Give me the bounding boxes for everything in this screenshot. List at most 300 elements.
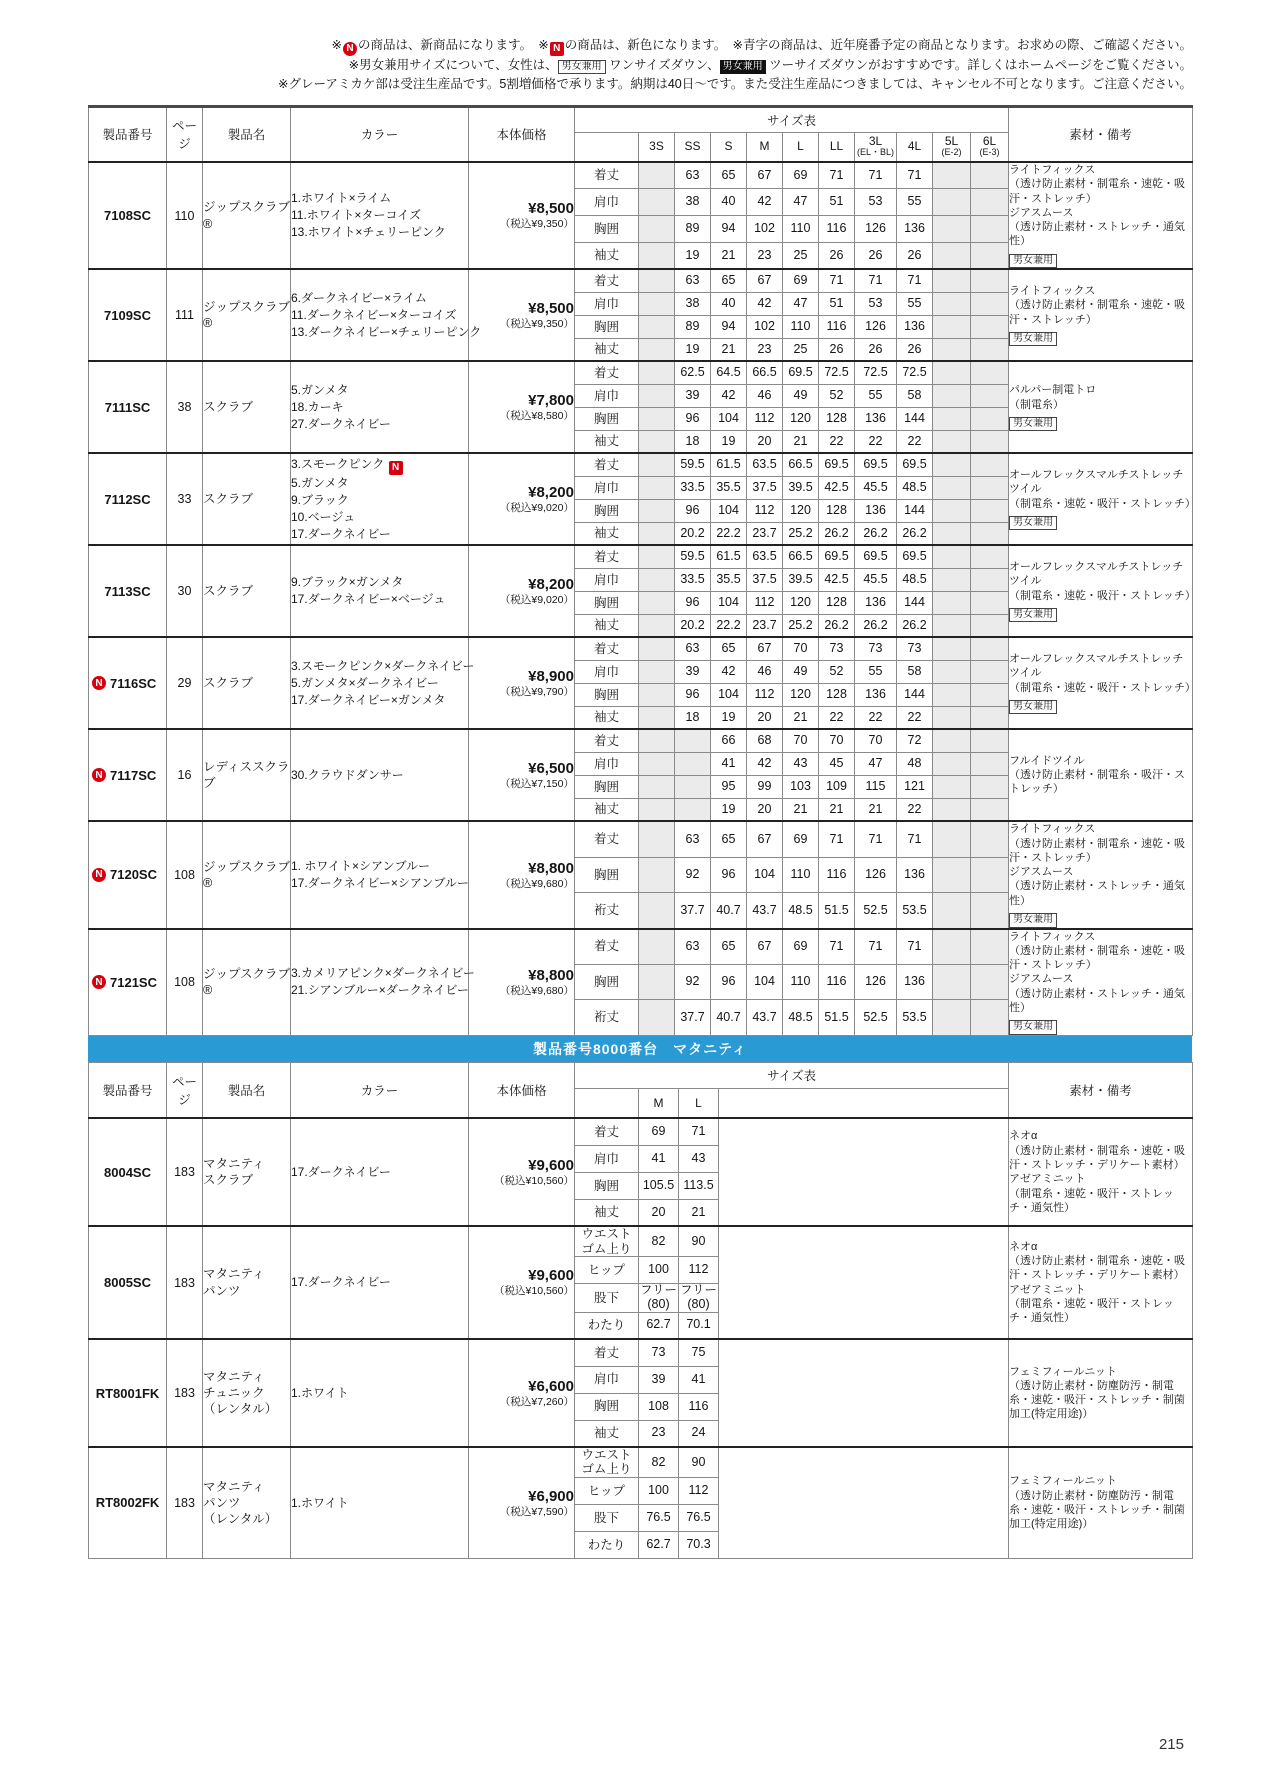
- price-amount: ¥6,500: [528, 759, 574, 777]
- size-value-cell: 48.5: [897, 568, 933, 591]
- product-number: [89, 1275, 166, 1290]
- color-option: 17.ダークネイビー: [291, 1275, 391, 1290]
- material-line: （透け防止素材・ストレッチ・通気性）: [1009, 880, 1185, 907]
- measure-label-cell: 胸囲: [575, 1393, 639, 1420]
- material-line: ジアスムース: [1009, 973, 1074, 986]
- size-value-cell: 73: [819, 637, 855, 660]
- color-option: 3.スモークピンク N: [291, 456, 468, 475]
- size-value-cell: 39: [639, 1366, 679, 1393]
- size-value-cell: フリー (80): [679, 1283, 717, 1311]
- size-value-cell: 52: [819, 660, 855, 683]
- size-column-header: [711, 132, 747, 162]
- product-number: [89, 1386, 166, 1401]
- product-name-cell: ジップスクラブ®: [203, 929, 291, 1036]
- size-value-cell: 26.2: [897, 522, 933, 545]
- size-column-sub-label: (E-3): [979, 147, 1000, 158]
- size-value-cell: 75: [679, 1339, 719, 1366]
- note-text: ※グレーアミカケ部は受注生産品です。5割増価格で承ります。納期は40日～です。また受注生産品につきましては、キャンセル不可となります。ご注意ください。: [278, 77, 1192, 92]
- material-notes-cell: [1009, 821, 1193, 928]
- size-value-cell: [639, 430, 675, 453]
- size-value-cell: [971, 660, 1009, 683]
- material-line: （透け防止素材・防塵防汚・制電糸・速乾・吸汗・ストレッチ・制菌加工(特定用途)）: [1009, 1379, 1185, 1421]
- size-column-header: [971, 132, 1009, 162]
- size-value-cell: 144: [897, 499, 933, 522]
- size-value-cell: 144: [897, 407, 933, 430]
- size-value-cell: [933, 453, 971, 476]
- size-value-cell: 128: [819, 591, 855, 614]
- color-option: 13.ホワイト×チェリーピンク: [291, 225, 446, 240]
- size-value-cell: 21: [679, 1199, 719, 1226]
- size-column-header: [747, 132, 783, 162]
- color-option: 27.ダークネイビー: [291, 416, 391, 431]
- size-value-cell: 116: [819, 216, 855, 243]
- product-number: [89, 400, 166, 415]
- size-value-cell: フリー (80): [639, 1283, 677, 1311]
- color-options-cell: [291, 361, 469, 453]
- price-tax-included: （税込¥9,020）: [499, 593, 574, 606]
- size-value-cell: 41: [679, 1366, 719, 1393]
- measure-label-cell: 肩巾: [575, 292, 639, 315]
- size-value-cell: 112: [747, 683, 783, 706]
- size-value-cell: 112: [679, 1477, 719, 1504]
- note-line-1: [88, 36, 1192, 56]
- size-value-cell: 144: [897, 683, 933, 706]
- size-value-cell: 62.5: [675, 361, 711, 384]
- color-options-cell: [291, 729, 469, 821]
- measure-label-cell: 肩巾: [575, 1145, 639, 1172]
- size-value-cell: 96: [675, 407, 711, 430]
- color-option: 17.ダークネイビー×ガンメタ: [291, 692, 446, 707]
- size-value-cell: 63: [675, 821, 711, 857]
- size-value-cell: 72: [897, 729, 933, 752]
- size-value-cell: 69: [639, 1118, 679, 1145]
- size-value-cell: 55: [897, 189, 933, 216]
- price-amount: ¥9,600: [528, 1157, 574, 1175]
- new-product-badge-icon: N: [92, 868, 106, 882]
- size-value-cell: 69.5: [819, 545, 855, 568]
- size-value-cell: 19: [675, 338, 711, 361]
- material-line: オールフレックスマルチストレッチツイル: [1009, 653, 1184, 680]
- size-value-cell: 71: [897, 269, 933, 292]
- size-value-cell: [971, 269, 1009, 292]
- material-notes-cell: [1009, 1226, 1193, 1339]
- note-text: の商品は、新商品になります。 ※: [358, 38, 549, 52]
- product-number-cell: [89, 1226, 167, 1339]
- size-column-label: 3L: [868, 134, 883, 149]
- size-value-cell: 20: [747, 706, 783, 729]
- size-value-cell: 26.2: [897, 614, 933, 637]
- color-option: 3.スモークピンク×ダークネイビー: [291, 659, 475, 674]
- size-value-cell: [933, 752, 971, 775]
- product-table-8000-series: [88, 1062, 1193, 1559]
- measurement-row: [89, 1226, 1193, 1256]
- product-number-cell: [89, 929, 167, 1036]
- note-text: の商品は、新色になります。 ※青字の商品は、近年廃番予定の商品となります。お求めの際、ご確認ください。: [564, 38, 1192, 52]
- material-badge-wrap: [1009, 605, 1192, 623]
- size-value-cell: 76.5: [639, 1504, 679, 1531]
- size-value-cell: [971, 821, 1009, 857]
- size-value-cell: [933, 964, 971, 1000]
- size-value-cell: [639, 614, 675, 637]
- material-line: ライトフィックス: [1009, 164, 1096, 176]
- size-value-cell: 21: [855, 798, 897, 821]
- size-value-cell: [933, 1000, 971, 1036]
- size-value-cell: 39: [675, 660, 711, 683]
- material-line: （透け防止素材・制電糸・吸汗・ストレッチ）: [1009, 769, 1185, 796]
- size-value-cell: 42: [747, 189, 783, 216]
- size-value-cell: 105.5: [639, 1172, 679, 1199]
- size-value-cell: [639, 315, 675, 338]
- size-value-cell: 26.2: [819, 614, 855, 637]
- size-value-cell: 45.5: [855, 476, 897, 499]
- size-value-cell: 48.5: [783, 1000, 819, 1036]
- size-value-cell: 38: [675, 189, 711, 216]
- size-value-cell: [971, 430, 1009, 453]
- size-value-cell: [971, 242, 1009, 269]
- size-value-cell: [933, 798, 971, 821]
- size-value-cell: 21: [819, 798, 855, 821]
- size-value-cell: 120: [783, 407, 819, 430]
- size-value-cell: 39.5: [783, 568, 819, 591]
- material-line: （透け防止素材・制電糸・速乾・吸汗・ストレッチ・デリケート素材）: [1009, 1255, 1186, 1282]
- size-value-cell: 67: [747, 821, 783, 857]
- size-value-cell: 47: [783, 189, 819, 216]
- size-value-cell: 20.2: [675, 614, 711, 637]
- page-reference-cell: 183: [167, 1118, 203, 1226]
- measure-label-cell: 肩巾: [575, 189, 639, 216]
- color-option: 3.カメリアピンク×ダークネイビー: [291, 966, 475, 981]
- material-line: （制電糸・速乾・吸汗・ストレッチ）: [1009, 681, 1196, 694]
- size-value-cell: 55: [897, 292, 933, 315]
- size-value-cell: [933, 189, 971, 216]
- size-value-cell: 96: [711, 857, 747, 893]
- page-reference-cell: 111: [167, 269, 203, 361]
- size-value-cell: 26: [897, 338, 933, 361]
- size-value-cell: 128: [819, 407, 855, 430]
- size-value-cell: [971, 857, 1009, 893]
- product-name-cell: スクラブ: [203, 545, 291, 637]
- size-value-cell: 37.5: [747, 568, 783, 591]
- product-number: [89, 208, 166, 223]
- color-option: 6.ダークネイビー×ライム: [291, 291, 427, 306]
- size-value-cell: 37.7: [675, 893, 711, 929]
- size-value-cell: 71: [855, 821, 897, 857]
- size-value-cell: 116: [679, 1393, 719, 1420]
- measure-label-cell: 胸囲: [575, 857, 639, 893]
- material-line: （透け防止素材・防塵防汚・制電糸・速乾・吸汗・ストレッチ・制菌加工(特定用途)）: [1009, 1489, 1185, 1531]
- price-tax-included: （税込¥10,560）: [494, 1285, 574, 1298]
- size-value-cell: 46: [747, 660, 783, 683]
- measurement-row: [89, 729, 1193, 752]
- measure-label-cell: 股下: [575, 1504, 639, 1531]
- size-value-cell: [933, 857, 971, 893]
- size-value-cell: 112: [747, 499, 783, 522]
- size-value-cell: 69.5: [855, 453, 897, 476]
- size-value-cell: 42: [747, 752, 783, 775]
- size-value-cell: [933, 315, 971, 338]
- size-value-cell: 103: [783, 775, 819, 798]
- product-number-text: 7112SC: [104, 491, 151, 507]
- size-value-cell: 72.5: [819, 361, 855, 384]
- size-value-cell: 43: [679, 1145, 719, 1172]
- size-value-cell: [933, 893, 971, 929]
- size-value-cell: 22: [897, 706, 933, 729]
- product-name-cell: マタニティ パンツ: [203, 1226, 291, 1339]
- size-column-label: L: [695, 1095, 702, 1110]
- material-line: （制電糸）: [1009, 398, 1064, 411]
- size-value-cell: 21: [783, 706, 819, 729]
- color-option: 9.ブラック×ガンメタ: [291, 575, 404, 590]
- unisex-outline-badge: 男女兼用: [1009, 1020, 1057, 1035]
- product-name-cell: ジップスクラブ®: [203, 269, 291, 361]
- product-table-7000-series: [88, 105, 1196, 1036]
- size-value-cell: [639, 683, 675, 706]
- size-value-cell: 104: [711, 499, 747, 522]
- size-value-cell: [639, 338, 675, 361]
- measure-label-cell: 着丈: [575, 729, 639, 752]
- size-value-cell: 112: [747, 591, 783, 614]
- size-value-cell: [639, 893, 675, 929]
- size-value-cell: 72.5: [897, 361, 933, 384]
- size-value-cell: [675, 752, 711, 775]
- color-options-cell: [291, 821, 469, 928]
- price-amount: ¥8,800: [528, 859, 574, 877]
- material-line: パルパー制電トロ: [1009, 384, 1097, 397]
- size-value-cell: [933, 338, 971, 361]
- size-value-cell: [675, 729, 711, 752]
- material-line: フルイドツイル: [1009, 754, 1085, 767]
- color-option: 21.シアンブルー×ダークネイビー: [291, 983, 469, 998]
- material-line: ライトフィックス: [1009, 285, 1096, 298]
- size-value-cell: 52.5: [855, 1000, 897, 1036]
- size-value-cell: 109: [819, 775, 855, 798]
- color-option: 1. ホワイト×シアンブルー: [291, 859, 431, 874]
- color-option: 30.クラウドダンサー: [291, 767, 404, 782]
- product-number: [89, 1495, 166, 1510]
- measure-label-cell: 着丈: [575, 637, 639, 660]
- column-header-name: 製品名: [203, 106, 291, 162]
- material-line: フェミフィールニット: [1009, 1475, 1117, 1488]
- product-name-cell: ジップスクラブ®: [203, 162, 291, 269]
- size-column-label: L: [797, 139, 804, 154]
- size-value-cell: [933, 591, 971, 614]
- size-value-cell: 71: [819, 162, 855, 189]
- size-value-cell: 96: [675, 683, 711, 706]
- size-value-cell: 65: [711, 269, 747, 292]
- measure-label-cell: 着丈: [575, 162, 639, 189]
- unisex-outline-badge: 男女兼用: [1009, 913, 1057, 928]
- size-column-header: [639, 132, 675, 162]
- size-value-cell: 21: [711, 242, 747, 269]
- size-value-cell: [933, 499, 971, 522]
- size-value-cell: 126: [855, 216, 897, 243]
- size-value-cell: 48.5: [783, 893, 819, 929]
- price-tax-included: （税込¥7,260）: [499, 1395, 574, 1408]
- price-tax-included: （税込¥9,350）: [499, 317, 574, 330]
- size-value-cell: [933, 269, 971, 292]
- product-number-cell: [89, 545, 167, 637]
- measure-label-cell: 袖丈: [575, 338, 639, 361]
- size-value-cell: 52.5: [855, 893, 897, 929]
- measure-label-cell: 肩巾: [575, 476, 639, 499]
- size-value-cell: 63: [675, 929, 711, 965]
- material-line: アゼアミニット: [1009, 1283, 1086, 1296]
- material-line: ネオα: [1009, 1130, 1038, 1143]
- material-line: （透け防止素材・制電糸・速乾・吸汗・ストレッチ）: [1009, 944, 1185, 972]
- size-value-cell: 25: [783, 242, 819, 269]
- product-name-cell: スクラブ: [203, 453, 291, 545]
- size-value-cell: [933, 545, 971, 568]
- size-column-label: LL: [829, 139, 844, 154]
- size-value-cell: [971, 315, 1009, 338]
- material-badge-wrap: [1009, 251, 1192, 269]
- material-notes-cell: [1009, 1118, 1193, 1226]
- color-option: 11.ホワイト×ターコイズ: [291, 208, 421, 223]
- unisex-outline-badge: 男女兼用: [1009, 700, 1057, 715]
- size-value-cell: 62.7: [639, 1312, 679, 1339]
- size-value-cell: [971, 522, 1009, 545]
- size-value-cell: 126: [855, 964, 897, 1000]
- size-value-cell: [933, 568, 971, 591]
- size-value-cell: [971, 752, 1009, 775]
- color-options-cell: [291, 453, 469, 545]
- product-number-text: RT8001FK: [95, 1385, 160, 1401]
- size-value-cell: 108: [639, 1393, 679, 1420]
- price-cell: [469, 1226, 575, 1339]
- page-reference-cell: 183: [167, 1339, 203, 1447]
- size-column-label: 4L: [907, 139, 922, 154]
- size-value-cell: 37.7: [675, 1000, 711, 1036]
- measurement-row: [89, 453, 1193, 476]
- product-number-cell: [89, 821, 167, 928]
- size-value-cell: 67: [747, 269, 783, 292]
- size-column-label: S: [724, 139, 733, 154]
- size-value-cell: 63: [675, 269, 711, 292]
- size-value-cell: 71: [819, 269, 855, 292]
- price-tax-included: （税込¥7,590）: [499, 1505, 574, 1518]
- material-line: （透け防止素材・制電糸・速乾・吸汗・ストレッチ）: [1009, 178, 1185, 205]
- unisex-outline-badge: 男女兼用: [558, 60, 606, 75]
- new-product-badge-icon: N: [92, 676, 106, 690]
- size-value-cell: 66.5: [783, 545, 819, 568]
- size-value-cell: 63.5: [747, 545, 783, 568]
- price-amount: ¥8,500: [528, 200, 574, 218]
- measure-label-header-blank: [575, 1088, 639, 1118]
- size-value-cell: 136: [897, 857, 933, 893]
- size-value-cell: 40.7: [711, 1000, 747, 1036]
- price-cell: [469, 162, 575, 269]
- size-value-cell: 33.5: [675, 476, 711, 499]
- product-number: [89, 768, 166, 783]
- size-value-cell: 35.5: [711, 568, 747, 591]
- product-number-text: 8005SC: [104, 1275, 151, 1291]
- page-reference-cell: 16: [167, 729, 203, 821]
- measure-label-cell: 袖丈: [575, 430, 639, 453]
- size-value-cell: 89: [675, 216, 711, 243]
- measure-label-cell: 肩巾: [575, 660, 639, 683]
- size-value-cell: 70: [783, 729, 819, 752]
- size-value-cell: [971, 706, 1009, 729]
- column-header-material: 素材・備考: [1009, 1062, 1193, 1118]
- material-line: （制電糸・速乾・吸汗・ストレッチ）: [1009, 589, 1196, 602]
- price-cell: [469, 929, 575, 1036]
- size-value-cell: 94: [711, 216, 747, 243]
- size-value-cell: 71: [819, 821, 855, 857]
- material-line: フェミフィールニット: [1009, 1365, 1117, 1378]
- size-value-cell: [933, 729, 971, 752]
- size-value-cell: 63.5: [747, 453, 783, 476]
- size-value-cell: [639, 384, 675, 407]
- note-text: ツーサイズダウンがおすすめです。詳しくはホームページをご覧ください。: [765, 57, 1192, 72]
- measure-label-cell: 胸囲: [575, 683, 639, 706]
- size-value-cell: [933, 775, 971, 798]
- size-value-cell: [639, 476, 675, 499]
- size-value-cell: 51.5: [819, 1000, 855, 1036]
- size-value-cell: 48.5: [897, 476, 933, 499]
- size-value-cell: 59.5: [675, 545, 711, 568]
- product-number-text: 7116SC: [110, 675, 157, 691]
- size-value-cell: 23: [639, 1420, 679, 1447]
- size-value-cell: 20: [747, 798, 783, 821]
- color-options-cell: [291, 929, 475, 1036]
- product-number-cell: [89, 1118, 167, 1226]
- size-value-cell: 112: [747, 407, 783, 430]
- size-value-cell: 96: [675, 591, 711, 614]
- size-value-cell: 26.2: [819, 522, 855, 545]
- price-cell: [469, 729, 575, 821]
- price-amount: ¥9,600: [528, 1267, 574, 1285]
- size-value-cell: 40.7: [711, 893, 747, 929]
- measure-label-cell: 着丈: [575, 269, 639, 292]
- material-notes-cell: [1009, 545, 1196, 637]
- size-value-cell: 128: [819, 499, 855, 522]
- column-header-price: 本体価格: [469, 106, 575, 162]
- price-amount: ¥8,900: [528, 667, 574, 685]
- material-line: オールフレックスマルチストレッチツイル: [1009, 561, 1184, 588]
- column-header-page: ページ: [167, 106, 203, 162]
- size-value-cell: [971, 292, 1009, 315]
- size-value-cell: 58: [897, 660, 933, 683]
- measure-label-cell: ヒップ: [575, 1477, 639, 1504]
- page-reference-cell: 183: [167, 1447, 203, 1558]
- color-option: 9.ブラック: [291, 492, 349, 507]
- unisex-outline-badge: 男女兼用: [1009, 516, 1057, 531]
- material-line: （制電糸・速乾・吸汗・ストレッチ）: [1009, 497, 1196, 510]
- size-value-cell: [639, 964, 675, 1000]
- measure-label-cell: 胸囲: [575, 315, 639, 338]
- product-name-cell: レディススクラブ: [203, 729, 291, 821]
- size-value-cell: 126: [855, 315, 897, 338]
- size-value-cell: 65: [711, 929, 747, 965]
- color-options-cell: [291, 269, 482, 361]
- size-value-cell: 22: [855, 706, 897, 729]
- measure-label-cell: 胸囲: [575, 964, 639, 1000]
- column-header-price: 本体価格: [469, 1062, 575, 1118]
- unisex-outline-badge: 男女兼用: [1009, 417, 1057, 432]
- size-value-cell: 23.7: [747, 614, 783, 637]
- size-value-cell: 96: [675, 499, 711, 522]
- size-value-cell: [971, 798, 1009, 821]
- size-value-cell: 110: [783, 964, 819, 1000]
- size-value-cell: [639, 545, 675, 568]
- size-value-cell: 69: [783, 821, 819, 857]
- size-value-cell: 41: [639, 1145, 679, 1172]
- measure-label-cell: 胸囲: [575, 499, 639, 522]
- size-value-cell: 53: [855, 292, 897, 315]
- color-options-cell: [291, 545, 469, 637]
- measurement-row: [89, 1339, 1193, 1366]
- size-value-cell: 19: [675, 242, 711, 269]
